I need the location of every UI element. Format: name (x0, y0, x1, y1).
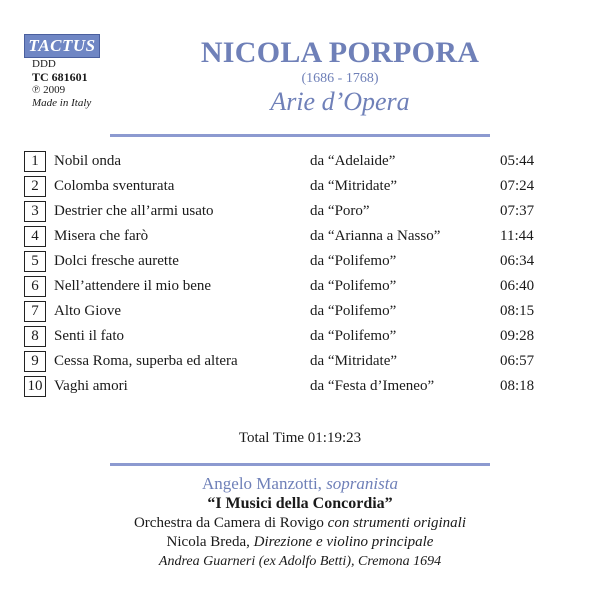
track-duration: 06:57 (500, 353, 535, 369)
track-number: 8 (24, 326, 46, 347)
copyright-year: ℗ 2009 (32, 84, 66, 96)
track-title: Senti il fato (54, 328, 124, 344)
track-opera: da “Adelaide” (310, 153, 396, 169)
track-number: 5 (24, 251, 46, 272)
track-opera: da “Polifemo” (310, 303, 397, 319)
track-title: Destrier che all’armi usato (54, 203, 214, 219)
track-duration: 08:15 (500, 303, 535, 319)
track-duration: 08:18 (500, 378, 535, 394)
track-row (0, 323, 600, 348)
composer-lifespan: (1686 - 1768) (301, 71, 379, 86)
album-header (170, 36, 510, 116)
total-time: Total Time 01:19:23 (238, 430, 362, 446)
made-in: Made in Italy (32, 97, 92, 109)
track-row (0, 298, 600, 323)
top-divider (110, 134, 490, 137)
track-title: Alto Giove (54, 303, 122, 319)
track-opera: da “Arianna a Nasso” (310, 228, 441, 244)
track-duration: 09:28 (500, 328, 535, 344)
track-title: Misera che farò (54, 228, 149, 244)
track-duration: 06:34 (500, 253, 535, 269)
track-row (0, 148, 600, 173)
track-duration: 07:37 (500, 203, 535, 219)
singer-name: Angelo Manzotti, (202, 474, 322, 493)
track-duration: 07:24 (500, 178, 535, 194)
track-number: 7 (24, 301, 46, 322)
bottom-divider (110, 463, 490, 466)
track-title: Nell’attendere il mio bene (54, 278, 212, 294)
track-title: Nobil onda (54, 153, 122, 169)
track-number: 10 (24, 376, 46, 397)
track-number: 3 (24, 201, 46, 222)
label-info (32, 58, 91, 110)
track-title: Cessa Roma, superba ed altera (54, 353, 238, 369)
track-duration: 11:44 (500, 228, 534, 244)
track-opera: da “Mitridate” (310, 353, 398, 369)
track-title: Vaghi amori (54, 378, 128, 394)
orchestra-name: Orchestra da Camera di Rovigo (133, 515, 324, 531)
track-title: Dolci fresche aurette (54, 253, 179, 269)
singer-credit (60, 474, 540, 494)
catalog-number: TC 681601 (32, 70, 88, 84)
track-row (0, 198, 600, 223)
track-row (0, 373, 600, 398)
track-opera: da “Polifemo” (310, 328, 397, 344)
composer-name: NICOLA PORPORA (200, 36, 480, 69)
track-title: Colomba sventurata (54, 178, 175, 194)
track-row (0, 273, 600, 298)
track-duration: 05:44 (500, 153, 535, 169)
track-number: 1 (24, 151, 46, 172)
track-opera: da “Polifemo” (310, 253, 397, 269)
track-number: 9 (24, 351, 46, 372)
track-number: 2 (24, 176, 46, 197)
track-duration: 06:40 (500, 278, 535, 294)
tactus-logo: TACTUS (24, 34, 100, 58)
credits (60, 474, 540, 571)
track-row (0, 173, 600, 198)
director-credit (60, 533, 540, 552)
track-opera: da “Poro” (310, 203, 370, 219)
track-row (0, 348, 600, 373)
director-name: Nicola Breda, (166, 534, 250, 550)
track-opera: da “Mitridate” (310, 178, 398, 194)
track-list (0, 148, 600, 398)
instrument-credit: Andrea Guarneri (ex Adolfo Betti), Cremona 1694 (158, 554, 442, 569)
track-number: 4 (24, 226, 46, 247)
track-number: 6 (24, 276, 46, 297)
track-opera: da “Polifemo” (310, 278, 397, 294)
track-row (0, 248, 600, 273)
director-role: Direzione e violino principale (253, 534, 434, 550)
orchestra-note: con strumenti originali (327, 515, 467, 531)
ensemble-name: “I Musici della Concordia” (207, 495, 393, 512)
orchestra-credit (60, 514, 540, 533)
singer-role: sopranista (326, 474, 398, 493)
track-row (0, 223, 600, 248)
track-opera: da “Festa d’Imeneo” (310, 378, 435, 394)
work-title: Arie d’Opera (270, 87, 410, 116)
format-code: DDD (32, 58, 56, 70)
